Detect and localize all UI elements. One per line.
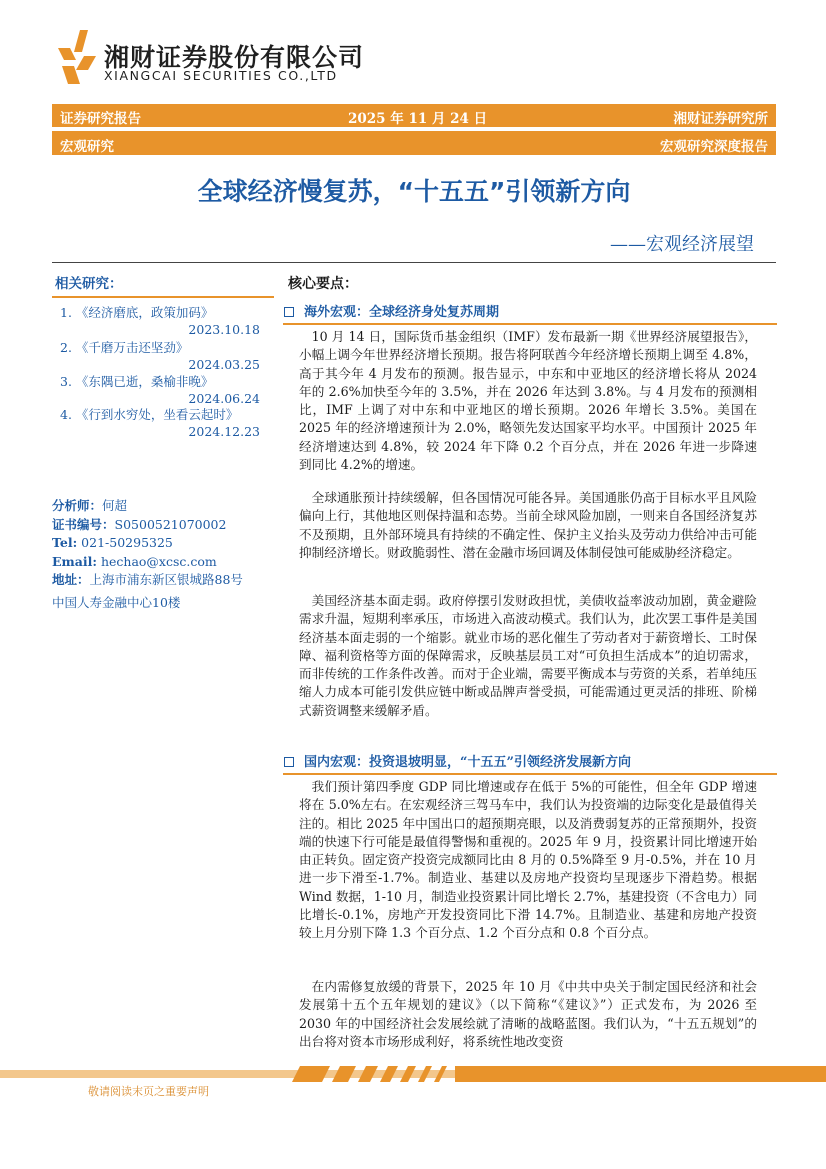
- analyst-tel: 021-50295325: [81, 535, 173, 550]
- paragraph: 在内需修复放缓的背景下，2025 年 10 月《中共中央关于制定国民经济和社会发展第十五个五年规划的建议》（以下简称“《建议》”）正式发布，为 2026 至 2030 年的中国经济社会发展绘就了清晰的战略蓝图。我们认为，“十五五规划”的出台将对资本市场形成利好，将系统性地改变资: [299, 979, 757, 1049]
- core-points-heading: 核心要点：: [288, 276, 358, 292]
- company-logo-icon: [58, 30, 98, 84]
- report-subtitle: ——宏观经济展望: [610, 234, 754, 255]
- divider: [52, 262, 776, 263]
- header-band-bottom: [52, 131, 776, 155]
- related-item[interactable]: 4. 《行到水穷处，坐看云起时》 2024.12.23: [60, 407, 260, 439]
- paragraph: 10 月 14 日，国际货币基金组织（IMF）发布最新一期《世界经济展望报告》，小幅上调今年世界经济增长预期。报告将阿联酋今年经济增长预期上调至 4.8%，高于其今年 4 月发布的预测。报告显示，中东和中亚地区的经济增长将从 2024 年的 2.6%加快至今年的 3.5%，并在 2026 年达到 3.8%。与 4 月发布的预测相比，IMF 上调了对中东和中亚地区的增长预期。2026 年增长 3.5%。美国在 2025 年的经济增速预计为 2.0%，略领先发达国家平均水平。中国预计 2025 年经济增速达到 4.8%，较 2024 年下降 0.2 个百分点，并在 2026 年进一步降速到同比 4.2%的增速。: [299, 329, 757, 473]
- analyst-address-line2: 中国人寿金融中心10楼: [52, 594, 181, 610]
- footer-decoration: [0, 1066, 826, 1082]
- analyst-name: 何超: [102, 498, 128, 513]
- paragraph: 我们预计第四季度 GDP 同比增速或存在低于 5%的可能性，但全年 GDP 增速将在 5.0%左右。在宏观经济三驾马车中，我们认为投资端的边际变化是最值得关注的。相比 2025 年中国出口的超预期亮眼，以及消费弱复苏的正常预期外，投资端的快速下行可能是最值得警惕和重视的。2025 年 9 月，投资累计同比增速开始由正转负。固定资产投资完成额同比由 8 月的 0.5%降至 9 月-0.5%，并在 10 月进一步下滑至-1.7%。制造业、基建以及房地产投资均呈现逐步下滑趋势。根据 Wind 数据，1-10 月，制造业投资累计同比增长 2.7%，基建投资（不含电力）同比增长-0.1%，房地产开发投资同比下滑 14.7%。且制造业、基建和房地产投资较上月分别下降 1.3 个百分点、1.2 个百分点和 0.8 个百分点。: [299, 779, 757, 941]
- related-item[interactable]: 2. 《千磨万击还坚劲》 2024.03.25: [60, 340, 260, 372]
- analyst-info: 分析师：何超 证书编号：S0500521070002 Tel: 021-50295325 Email: hechao@xcsc.com 地址：上海市浦东新区银城路88号 中国人寿金融中心10楼: [52, 497, 278, 612]
- analyst-email[interactable]: hechao@xcsc.com: [100, 553, 217, 569]
- related-research-heading: 相关研究：: [52, 272, 274, 298]
- research-category: 宏观研究: [60, 139, 114, 155]
- report-subtype: 宏观研究深度报告: [660, 139, 768, 155]
- checkbox-bullet-icon: [284, 307, 294, 317]
- disclaimer-notice: 敬请阅读末页之重要声明: [88, 1085, 209, 1098]
- report-title: 全球经济慢复苏，“十五五”引领新方向: [197, 177, 631, 206]
- paragraph: 全球通胀预计持续缓解，但各国情况可能各异。美国通胀仍高于目标水平且风险偏向上行，其他地区则保持温和态势。当前全球风险加剧，一则来自各国经济复苏不及预期，且外部环境具有持续的不确定性、保护主义抬头及劳动力供给冲击可能抑制经济增长。财政脆弱性、潜在金融市场回调及体制侵蚀可能威胁经济稳定。: [299, 490, 757, 560]
- institute-name: 湘财证券研究所: [673, 111, 768, 127]
- section-heading-overseas: 海外宏观：全球经济身处复苏周期: [283, 301, 777, 325]
- paragraph: 美国经济基本面走弱。政府停摆引发财政担忧，美债收益率波动加剧，黄金避险需求升温，短期利率承压，市场进入高波动模式。我们认为，此次罢工事件是美国经济基本面走弱的一个缩影。就业市场的恶化催生了劳动者对于薪资增长、工时保障、福利资格等方面的保障需求，反映基层员工对“可负担生活成本”的迫切需求，而非传统的工作条件改善。而对于企业端，需要平衡成本与劳资的关系，若单纯压缩人力成本可能引发供应链中断或品牌声誉受损，可能需通过更灵活的排班、阶梯式薪资调整来缓解矛盾。: [299, 593, 757, 718]
- report-date: 2025 年 11 月 24 日: [348, 111, 488, 127]
- cert-number: S0500521070002: [114, 516, 227, 532]
- company-name-en: XIANGCAI SECURITIES CO.,LTD: [104, 68, 338, 83]
- related-item[interactable]: 3. 《东隅已逝，桑榆非晚》 2024.06.24: [60, 374, 260, 406]
- company-name-cn: 湘财证券股份有限公司: [104, 43, 365, 72]
- report-type: 证券研究报告: [60, 111, 141, 127]
- section-heading-domestic: 国内宏观：投资退坡明显，“十五五”引领经济发展新方向: [283, 751, 777, 775]
- checkbox-bullet-icon: [284, 757, 294, 767]
- related-item[interactable]: 1. 《经济磨底，政策加码》 2023.10.18: [60, 305, 260, 337]
- header-band-top: [52, 104, 776, 127]
- analyst-address: 上海市浦东新区银城路88号: [89, 572, 243, 587]
